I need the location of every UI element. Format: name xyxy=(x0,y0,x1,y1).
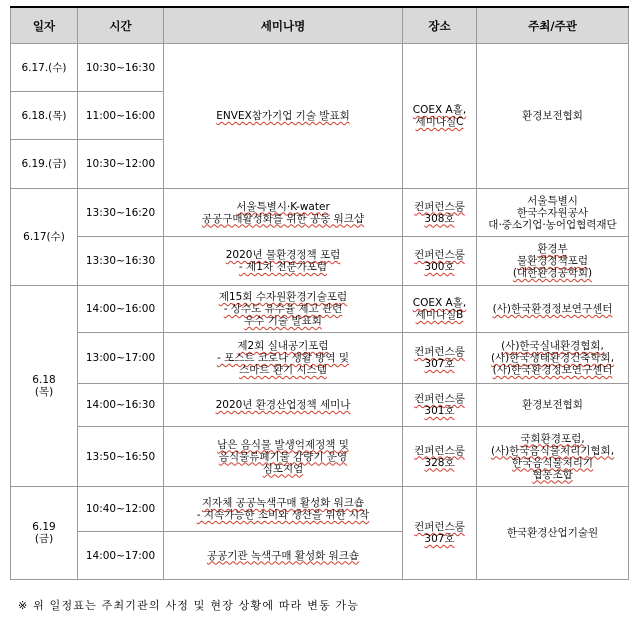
seminar-cell xyxy=(164,384,403,427)
seminar-cell xyxy=(164,487,403,532)
time-cell: 11:00~16:00 xyxy=(78,92,164,140)
seminar-cell xyxy=(164,237,403,286)
venue-cell xyxy=(403,427,477,487)
table-row xyxy=(11,487,629,532)
header-venue: 장소 xyxy=(403,7,477,44)
venue-name: COEX A홀, 세미나실C xyxy=(412,104,467,128)
venue-name: 컨퍼런스룸 328호 xyxy=(414,444,465,469)
host-cell: 서울특별시 한국수자원공사 대·중소기업·농어업협력재단 xyxy=(477,189,629,237)
host-cell xyxy=(477,237,629,286)
seminar-cell xyxy=(164,189,403,237)
venue-cell xyxy=(403,487,477,580)
date-cell: 6.17(수) xyxy=(11,189,78,286)
date-cell: 6.18.(목) xyxy=(11,92,78,140)
time-cell: 14:00~17:00 xyxy=(78,532,164,580)
header-date: 일자 xyxy=(11,7,78,44)
host-cell xyxy=(477,286,629,333)
seminar-name: 제2회 실내공기포럼 - 포스트 코로나 생활 방역 및 스마트 환기 시스템 xyxy=(216,340,350,376)
date-cell: 6.18 (목) xyxy=(11,286,78,487)
table-header-row xyxy=(11,7,629,44)
venue-cell xyxy=(403,189,477,237)
host-name: 환경부 물환경정책포럼 (대한환경공학회) xyxy=(512,243,593,279)
seminar-name: ENVEX참가기업 기술 발표회 xyxy=(216,110,350,122)
header-host: 주최/주관 xyxy=(477,7,629,44)
seminar-name: 2020년 물환경정책 포럼 - 제1차 전문가포럼 xyxy=(225,249,341,273)
header-time: 시간 xyxy=(78,7,164,44)
table-row xyxy=(11,189,629,237)
seminar-cell xyxy=(164,333,403,384)
venue-cell xyxy=(403,286,477,333)
time-cell: 13:30~16:30 xyxy=(78,237,164,286)
seminar-cell xyxy=(164,286,403,333)
table-row xyxy=(11,44,629,92)
venue-name: 컨퍼런스룸 300호 xyxy=(414,249,465,273)
time-cell: 13:50~16:50 xyxy=(78,427,164,487)
venue-cell xyxy=(403,384,477,427)
date-cell: 6.19.(금) xyxy=(11,140,78,189)
time-cell: 10:40~12:00 xyxy=(78,487,164,532)
time-cell: 13:30~16:20 xyxy=(78,189,164,237)
time-cell: 13:00~17:00 xyxy=(78,333,164,384)
seminar-name: 2020년 환경산업정책 세미나 xyxy=(215,399,351,411)
seminar-name: 지자체 공공녹색구매 활성화 워크숍 - 지속가능한 소비와 생산을 위한 시작 xyxy=(196,497,370,521)
time-cell: 14:00~16:00 xyxy=(78,286,164,333)
seminar-name: 제15회 수자원환경기술포럼 - 상수도 유수율 제고 관련 우수 기술 발표회 xyxy=(218,291,348,327)
host-name: 국회환경포럼, (사)한국음식물처리기협회, 한국음식물처리기 협동조합 xyxy=(490,432,615,481)
host-cell xyxy=(477,333,629,384)
table-row xyxy=(11,427,629,487)
host-cell: 한국환경산업기술원 xyxy=(477,487,629,580)
table-row xyxy=(11,384,629,427)
table-row xyxy=(11,237,629,286)
header-seminar: 세미나명 xyxy=(164,7,403,44)
seminar-cell xyxy=(164,44,403,189)
venue-name: 컨퍼런스룸 307호 xyxy=(414,521,465,545)
host-name: (사)한국환경정보연구센터 xyxy=(492,303,613,315)
seminar-name: 남은 음식물 발생억제정책 및 음식물류폐기물 감량기 운영 심포지엄 xyxy=(217,438,349,475)
host-cell xyxy=(477,427,629,487)
table-row xyxy=(11,333,629,384)
venue-name: COEX A홀, 세미나실B xyxy=(412,297,467,321)
table-row xyxy=(11,286,629,333)
venue-cell xyxy=(403,237,477,286)
venue-name: 컨퍼런스룸 308호 xyxy=(414,200,465,225)
host-name: (사)한국실내환경협회, (사)한국생태환경건축학회, (사)한국환경정보연구센터 xyxy=(490,340,615,376)
seminar-cell xyxy=(164,427,403,487)
host-cell: 환경보전협회 xyxy=(477,384,629,427)
venue-name: 컨퍼런스룸 307호 xyxy=(414,346,465,370)
time-cell: 14:00~16:30 xyxy=(78,384,164,427)
venue-cell xyxy=(403,333,477,384)
seminar-name: 서울특별시·K-water 공공구매활성화를 위한 공동 워크샵 xyxy=(201,200,365,225)
date-cell: 6.17.(수) xyxy=(11,44,78,92)
time-cell: 10:30~12:00 xyxy=(78,140,164,189)
date-cell: 6.19 (금) xyxy=(11,487,78,580)
venue-cell xyxy=(403,44,477,189)
time-cell: 10:30~16:30 xyxy=(78,44,164,92)
venue-name: 컨퍼런스룸 301호 xyxy=(414,393,465,417)
seminar-schedule-table xyxy=(10,6,629,580)
seminar-name: 공공기관 녹색구매 활성화 워크숍 xyxy=(206,549,359,562)
schedule-footnote: ※ 위 일정표는 주최기관의 사정 및 현장 상황에 따라 변동 가능 xyxy=(18,599,360,612)
seminar-cell xyxy=(164,532,403,580)
host-cell: 환경보전협회 xyxy=(477,44,629,189)
